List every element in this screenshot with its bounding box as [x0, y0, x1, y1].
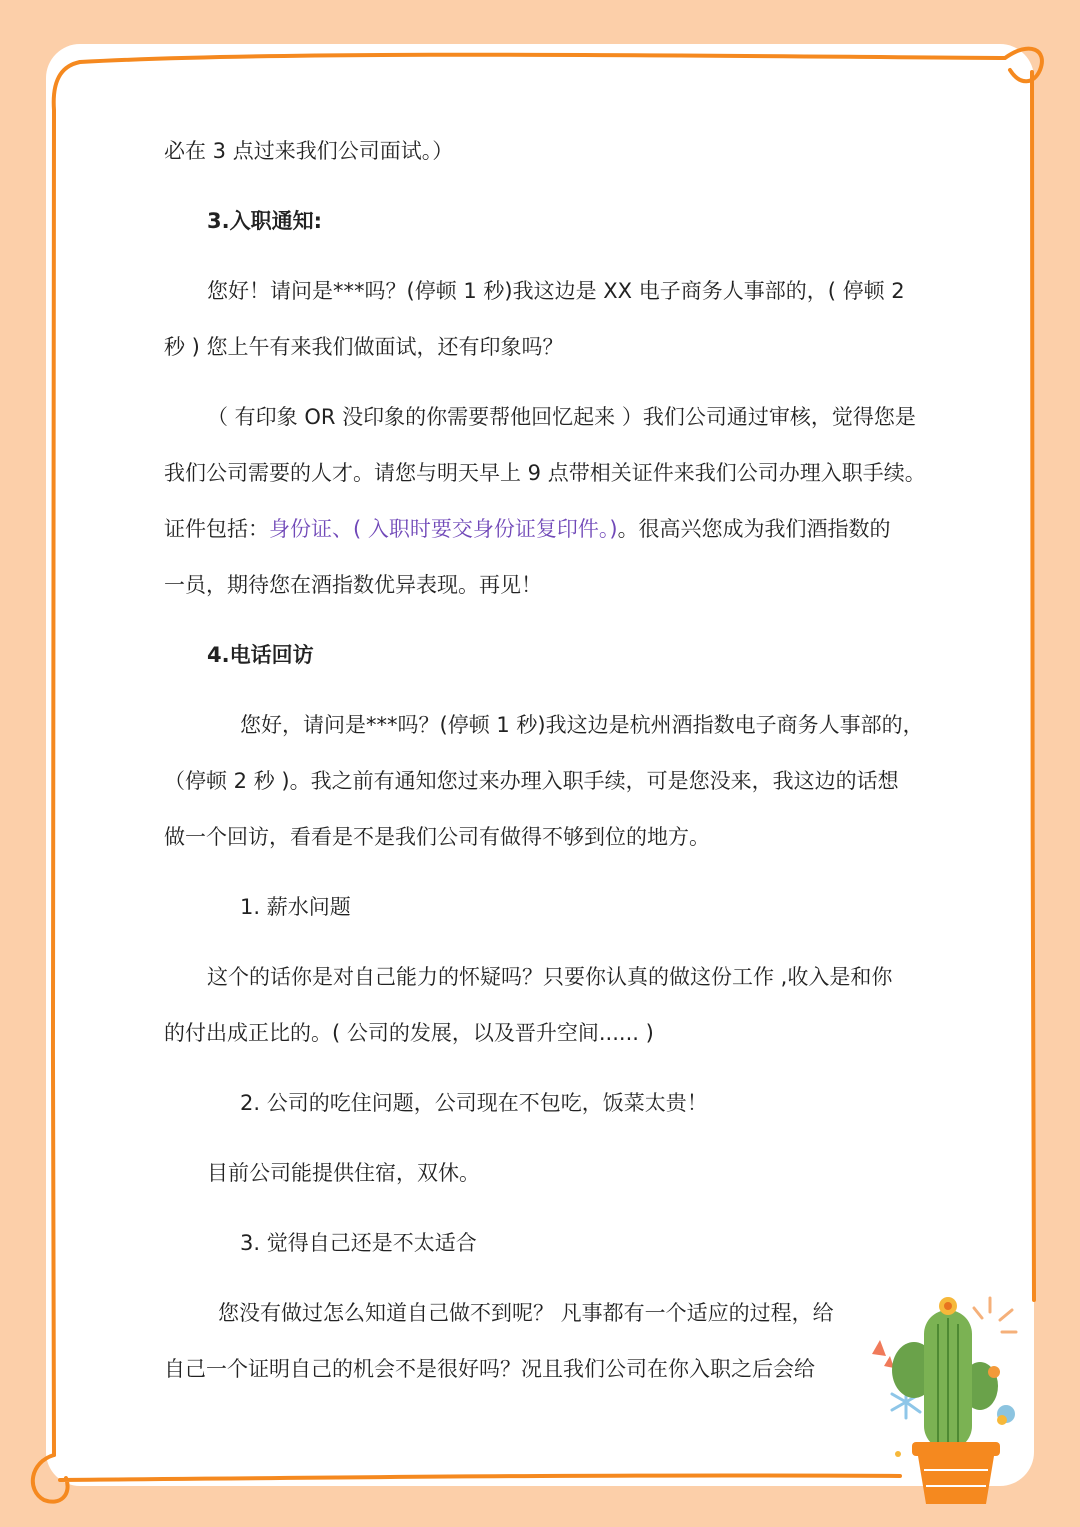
section-heading-onboarding: 3.入职通知:	[207, 209, 322, 233]
text-line: 我们公司需要的人才。请您与明天早上 9 点带相关证件来我们公司办理入职手续。	[164, 461, 926, 485]
text-line: 做一个回访，看看是不是我们公司有做得不够到位的地方。	[164, 825, 710, 849]
text-line: （ 有印象 OR 没印象的你需要帮他回忆起来 ）我们公司通过审核，觉得您是	[207, 405, 916, 429]
cactus-pot-icon	[862, 1290, 1032, 1510]
text-line: 一员，期待您在酒指数优异表现。再见！	[164, 573, 542, 597]
text-line: 的付出成正比的。( 公司的发展，以及晋升空间...... )	[164, 1021, 654, 1045]
text-line: 目前公司能提供住宿，双休。	[207, 1161, 480, 1185]
text-line: 您好！请问是***吗？(停顿 1 秒)我这边是 XX 电子商务人事部的，( 停顿 2	[207, 279, 905, 303]
list-item: 1. 薪水问题	[240, 895, 351, 919]
text-line: 必在 3 点过来我们公司面试。）	[164, 139, 454, 163]
certificate-suffix: 。很高兴您成为我们酒指数的	[617, 517, 891, 541]
certificate-line	[164, 514, 934, 544]
text-line: 您好，请问是***吗？(停顿 1 秒)我这边是杭州酒指数电子商务人事部的，	[240, 713, 924, 737]
text-line: 您没有做过怎么知道自己做不到呢？ 凡事都有一个适应的过程，给	[218, 1301, 834, 1325]
list-item: 3. 觉得自己还是不太适合	[240, 1231, 477, 1255]
text-line: 自己一个证明自己的机会不是很好吗？况且我们公司在你入职之后会给	[164, 1357, 815, 1381]
certificate-prefix: 证件包括：	[164, 517, 269, 541]
list-item: 2. 公司的吃住问题，公司现在不包吃，饭菜太贵！	[240, 1091, 708, 1115]
section-heading-phone-followup: 4.电话回访	[207, 643, 314, 667]
certificate-highlight: 身份证、( 入职时要交身份证复印件。)	[269, 517, 618, 541]
text-line: 秒 ) 您上午有来我们做面试，还有印象吗？	[164, 335, 564, 359]
text-line: （停顿 2 秒 )。我之前有通知您过来办理入职手续，可是您没来，我这边的话想	[164, 769, 899, 793]
text-line: 这个的话你是对自己能力的怀疑吗？只要你认真的做这份工作 ,收入是和你	[207, 965, 893, 989]
